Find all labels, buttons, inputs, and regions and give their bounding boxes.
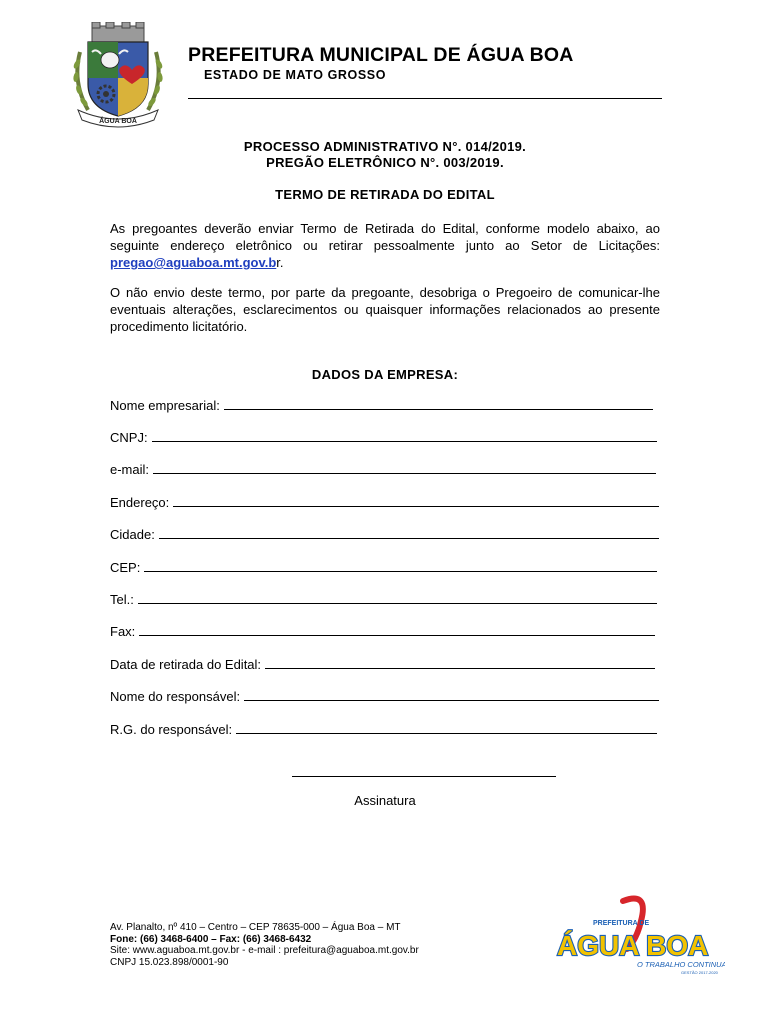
field-label: CEP: [110,560,141,575]
page-title: PREFEITURA MUNICIPAL DE ÁGUA BOA [188,44,574,66]
fill-line [244,700,659,701]
field-label: Tel.: [110,592,134,607]
field-responsible-name[interactable] [110,686,659,704]
fill-line [139,635,655,636]
notice-paragraph: O não envio deste termo, por parte da pregoante, desobriga o Pregoeiro de comunicar-lhe eventuais alterações, esclarecimentos ou quaisquer informações relacionados ao presente procedimento licitatório. [110,285,660,334]
footer [110,922,419,968]
agua-boa-logo [553,895,725,977]
footer-cnpj: CNPJ 15.023.898/0001-90 [110,956,229,968]
field-label: CNPJ: [110,430,148,445]
crest-ribbon-text: ÁGUA BOA [99,118,137,125]
page-subtitle: ESTADO DE MATO GROSSO [204,68,387,82]
footer-address: Av. Planalto, nº 410 – Centro – CEP 78635-000 – Água Boa – MT [110,922,401,933]
field-label: Cidade: [110,527,155,542]
field-company-name[interactable] [110,395,653,413]
fill-line [173,506,659,507]
logo-tagline: O TRABALHO CONTINUA! [637,960,725,969]
fill-line [144,571,657,572]
logo-top-text: PREFEITURA DE [593,920,650,927]
fill-line [224,409,653,410]
fill-line [236,733,657,734]
intro-suffix: r. [276,255,284,270]
intro-paragraph [110,220,660,271]
fill-line [265,668,655,669]
header-divider [188,98,662,99]
signature-line[interactable] [292,776,556,777]
footer-site: Site: www.aguaboa.mt.gov.br - e-mail : prefeitura@aguaboa.mt.gov.br [110,945,419,956]
fill-line [138,603,657,604]
fill-line [152,441,657,442]
field-withdrawal-date[interactable] [110,654,655,672]
email-link[interactable]: pregao@aguaboa.mt.gov.b [110,255,277,270]
signature-label: Assinatura [354,793,416,808]
field-label: R.G. do responsável: [110,722,233,737]
logo-years: GESTÃO 2017-2020 [681,970,718,975]
field-address[interactable] [110,492,659,510]
field-label: Nome do responsável: [110,689,241,704]
footer-phones: Fone: (66) 3468-6400 – Fax: (66) 3468-6432 [110,933,312,945]
field-email[interactable] [110,459,656,477]
company-section-title: DADOS DA EMPRESA: [311,367,459,382]
field-label: Fax: [110,624,136,639]
intro-text: As pregoantes deverão enviar Termo de Retirada do Edital, conforme modelo abaixo, ao seguinte endereço eletrônico ou retirar pessoalmente junto ao Setor de Licitações: [110,221,660,253]
document-title: TERMO DE RETIRADA DO EDITAL [275,187,495,202]
logo-name: ÁGUA BOA [557,930,709,961]
field-responsible-id[interactable] [110,719,657,737]
field-label: Endereço: [110,495,170,510]
field-label: Data de retirada do Edital: [110,657,262,672]
process-number: PROCESSO ADMINISTRATIVO N°. 014/2019. [243,139,527,154]
field-label: e-mail: [110,462,150,477]
field-zip[interactable] [110,557,657,575]
fill-line [159,538,659,539]
fill-line [153,473,656,474]
field-phone[interactable] [110,589,657,607]
field-cnpj[interactable] [110,427,657,445]
municipal-crest-logo [70,22,166,128]
field-label: Nome empresarial: [110,398,220,413]
auction-number: PREGÃO ELETRÔNICO N°. 003/2019. [266,155,504,170]
field-fax[interactable] [110,621,655,639]
field-city[interactable] [110,524,659,542]
